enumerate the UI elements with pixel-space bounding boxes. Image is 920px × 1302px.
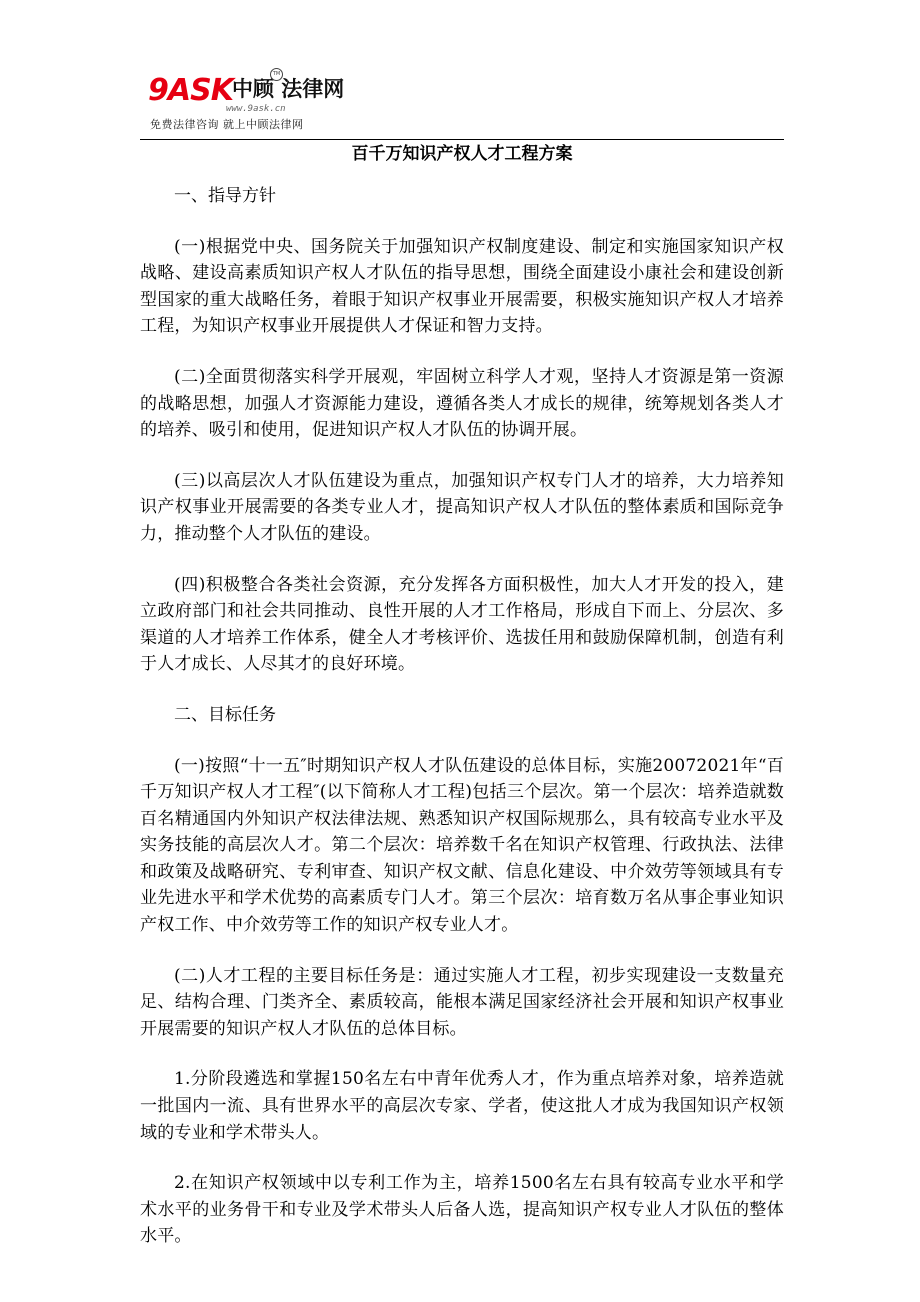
paragraph: (四)积极整合各类社会资源，充分发挥各方面积极性，加大人才开发的投入，建立政府部门和社会共同推动、良性开展的人才工作格局，形成自下而上、分层次、多渠道的人才培养工作体系，健全人才考核评价、选拔任用和鼓励保障机制，创造有利于人才成长、人尽其才的良好环境。 — [140, 574, 784, 675]
paragraph: (一)按照“十一五″时期知识产权人才队伍建设的总体目标，实施20072021年“百千万知识产权人才工程″(以下简称人才工程)包括三个层次。第一个层次：培养造就数百名精通国内外知识产权法律法规、熟悉知识产权国际规那么，具有较高专业水平及实务技能的高层次人才。第二个层次：培养数千名在知识产权管理、行政执法、法律和政策及战略研究、专利审查、知识产权文献、信息化建设、中介效劳等领域具有专业先进水平和学术优势的高素质专门人才。第三个层次：培育数万名从事企事业知识产权工作、中介效劳等工作的知识产权专业人才。 — [140, 755, 784, 936]
site-logo[interactable] — [148, 68, 348, 116]
paragraph: 2.在知识产权领域中以专利工作为主，培养1500名左右具有较高专业水平和学术水平的业务骨干和专业及学术带头人后备人选，提高知识产权专业人才队伍的整体水平。 — [140, 1173, 784, 1247]
header-divider — [140, 139, 784, 140]
paragraph: (二)人才工程的主要目标任务是：通过实施人才工程，初步实现建设一支数量充足、结构合理、门类齐全、素质较高，能根本满足国家经济社会开展和知识产权事业开展需要的知识产权人才队伍的总体目标。 — [140, 965, 784, 1039]
document-body — [140, 183, 784, 1250]
header — [140, 64, 784, 140]
logo-mark: 9ASK — [148, 73, 233, 108]
paragraph: (二)全面贯彻落实科学开展观，牢固树立科学人才观，坚持人才资源是第一资源的战略思想，加强人才资源能力建设，遵循各类人才成长的规律，统筹规划各类人才的培养、吸引和使用，促进知识产权人才队伍的协调开展。 — [140, 366, 784, 441]
document-title: 百千万知识产权人才工程方案 — [351, 144, 573, 164]
trademark-icon: TM — [270, 68, 283, 81]
logo-text: 中顾 法律网 — [232, 77, 345, 101]
section-heading: 一、指导方针 — [174, 186, 276, 206]
paragraph: (一)根据党中央、国务院关于加强知识产权制度建设、制定和实施国家知识产权战略、建设高素质知识产权人才队伍的指导思想，围绕全面建设小康社会和建设创新型国家的重大战略任务，着眼于知识产权事业开展需要，积极实施知识产权人才培养工程，为知识产权事业开展提供人才保证和智力支持。 — [140, 236, 784, 337]
section-heading: 二、目标任务 — [174, 704, 276, 725]
paragraph: 1.分阶段遴选和掌握150名左右中青年优秀人才，作为重点培养对象，培养造就一批国内一流、具有世界水平的高层次专家、学者，使这批人才成为我国知识产权领域的专业和学术带头人。 — [140, 1069, 784, 1143]
tagline: 免费法律咨询 就上中顾法律网 — [150, 118, 304, 131]
paragraph: (三)以高层次人才队伍建设为重点，加强知识产权专门人才的培养，大力培养知识产权事业开展需要的各类专业人才，提高知识产权人才队伍的整体素质和国际竞争力，推动整个人才队伍的建设。 — [140, 470, 784, 544]
logo-url: www.9ask.cn — [226, 104, 286, 114]
